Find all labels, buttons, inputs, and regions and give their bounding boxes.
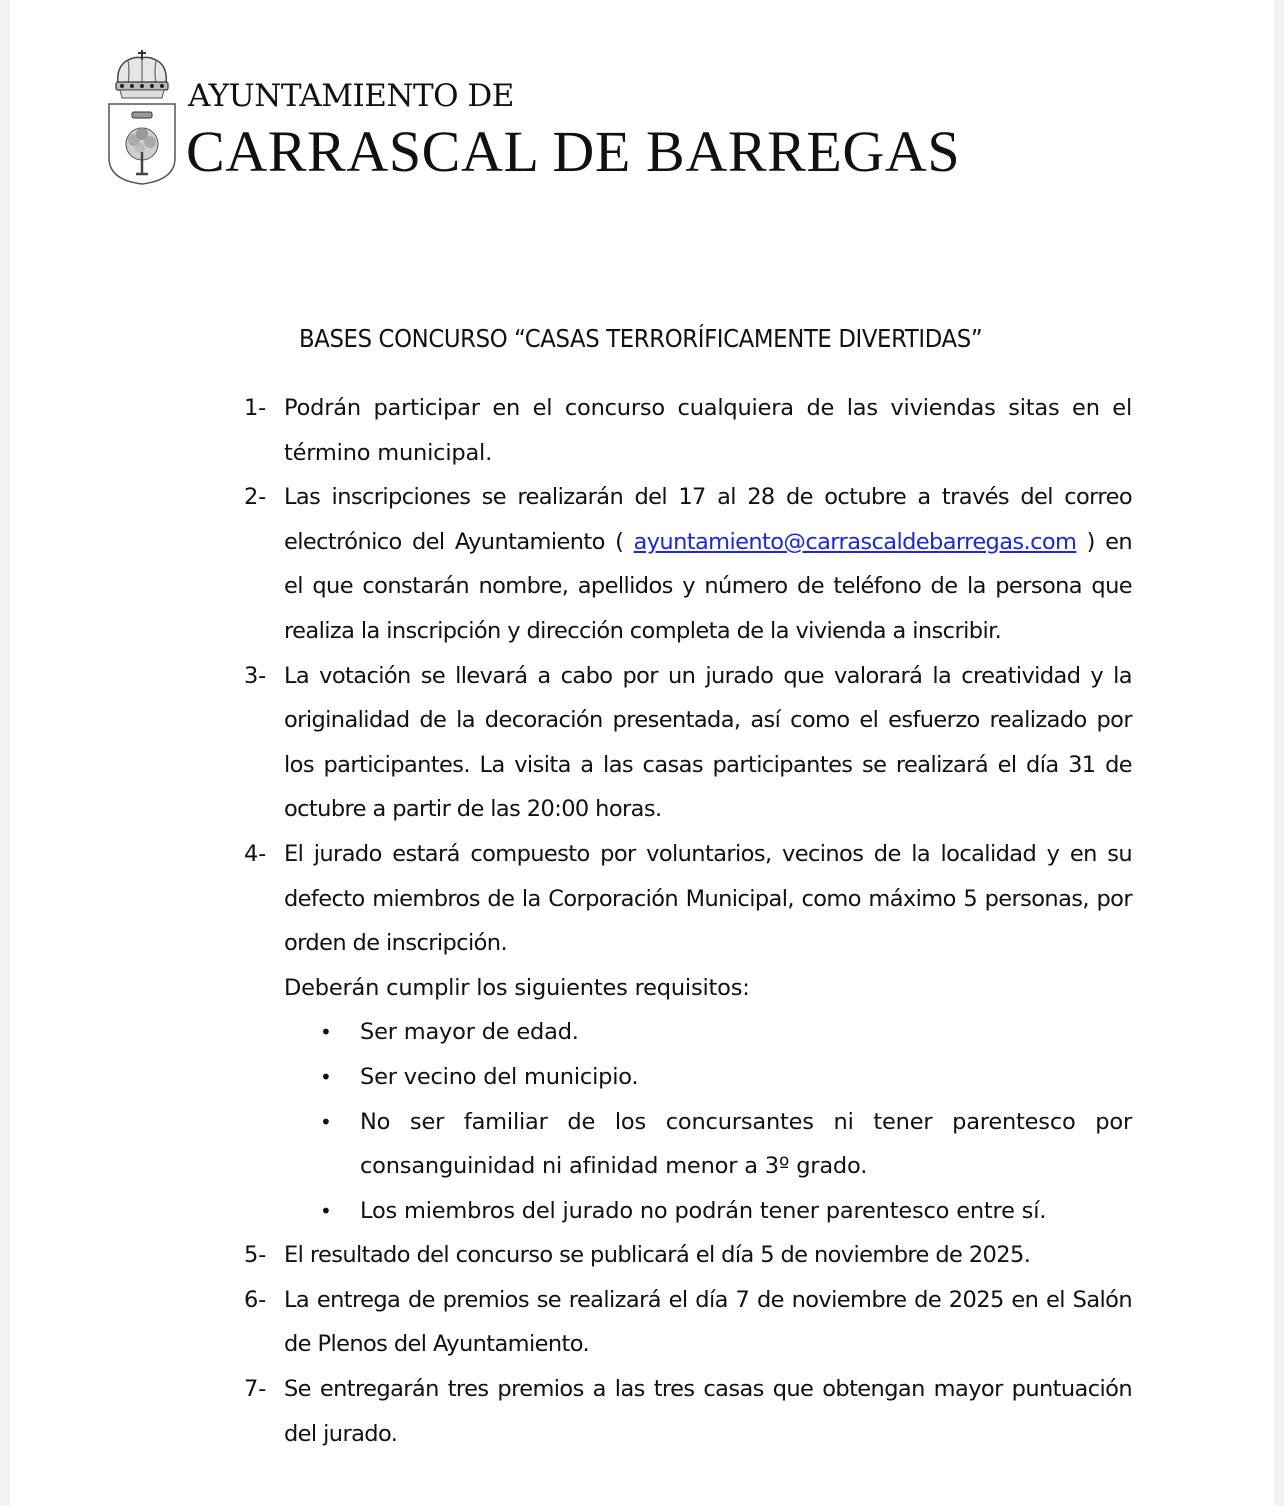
requirement-item xyxy=(284,1100,1132,1189)
rule-text-before-email: Las inscripciones se realizarán del 17 al 28 de octubre a través del correo electrónico del Ayuntamiento ( xyxy=(284,484,1132,555)
rule-number: 2- xyxy=(244,484,267,511)
rule-item xyxy=(236,654,1132,832)
letterhead-municipality-name: CARRASCAL DE BARREGAS xyxy=(186,119,961,184)
bullet-icon: • xyxy=(320,1109,332,1134)
requirement-item xyxy=(284,1189,1132,1234)
rule-text-after-email: ) en el que constarán nombre, apellidos y número de teléfono de la persona que realiza la inscripción y dirección completa de la vivienda a inscribir. xyxy=(284,528,1132,644)
rules-list xyxy=(236,386,1132,1456)
rule-number: 4- xyxy=(244,840,267,867)
document-title: BASES CONCURSO “CASAS TERRORÍFICAMENTE DIVERTIDAS” xyxy=(298,324,983,353)
rule-item xyxy=(236,386,1132,475)
rule-item xyxy=(236,1233,1132,1278)
municipal-coat-of-arms-icon xyxy=(106,48,178,186)
bullet-icon: • xyxy=(320,1198,332,1223)
rule-text: El jurado estará compuesto por voluntarios, vecinos de la localidad y en su defecto miembros de la Corporación Municipal, como máximo 5 personas, por orden de inscripción. xyxy=(284,840,1132,957)
bullet-icon: • xyxy=(320,1020,332,1045)
rule-number: 5- xyxy=(244,1242,267,1269)
requirements-label: Deberán cumplir los siguientes requisitos: xyxy=(284,974,750,1001)
rule-text: El resultado del concurso se publicará el día 5 de noviembre de 2025. xyxy=(284,1242,1031,1269)
rule-text: La votación se llevará a cabo por un jurado que valorará la creatividad y la originalidad de la decoración presentada, así como el esfuerzo realizado por los participantes. La visita a las casas participantes se realizará el día 31 de octubre a partir de las 20:00 horas. xyxy=(284,662,1132,823)
rule-item xyxy=(236,1278,1132,1367)
rule-text: Se entregarán tres premios a las tres casas que obtengan mayor puntuación del jurado. xyxy=(284,1376,1132,1447)
requirement-text: Los miembros del jurado no podrán tener parentesco entre sí. xyxy=(360,1197,1047,1224)
rule-number: 3- xyxy=(244,662,267,689)
requirement-text: Ser mayor de edad. xyxy=(360,1019,579,1046)
requirement-item xyxy=(284,1010,1132,1055)
requirement-text: Ser vecino del municipio. xyxy=(360,1063,639,1090)
rule-number: 6- xyxy=(244,1286,267,1313)
rule-text xyxy=(284,475,1132,653)
document-page xyxy=(10,0,1274,1506)
rule-body xyxy=(284,832,1132,1233)
rule-text: Podrán participar en el concurso cualquiera de las viviendas sitas en el término municipal. xyxy=(284,395,1132,466)
requirements-list xyxy=(284,1010,1132,1233)
bullet-icon: • xyxy=(320,1064,332,1089)
requirement-item xyxy=(284,1055,1132,1100)
rule-number: 7- xyxy=(244,1376,267,1403)
requirement-text: No ser familiar de los concursantes ni tener parentesco por consanguinidad ni afinidad menor a 3º grado. xyxy=(360,1108,1132,1180)
rule-item xyxy=(236,475,1132,653)
email-link[interactable]: ayuntamiento@carrascaldebarregas.com xyxy=(633,528,1077,555)
rule-text: La entrega de premios se realizará el día 7 de noviembre de 2025 en el Salón de Plenos del Ayuntamiento. xyxy=(284,1286,1132,1358)
rule-item xyxy=(236,832,1132,1233)
rule-number: 1- xyxy=(244,395,267,421)
letterhead-line1: AYUNTAMIENTO DE xyxy=(188,78,514,114)
rule-item xyxy=(236,1367,1132,1456)
